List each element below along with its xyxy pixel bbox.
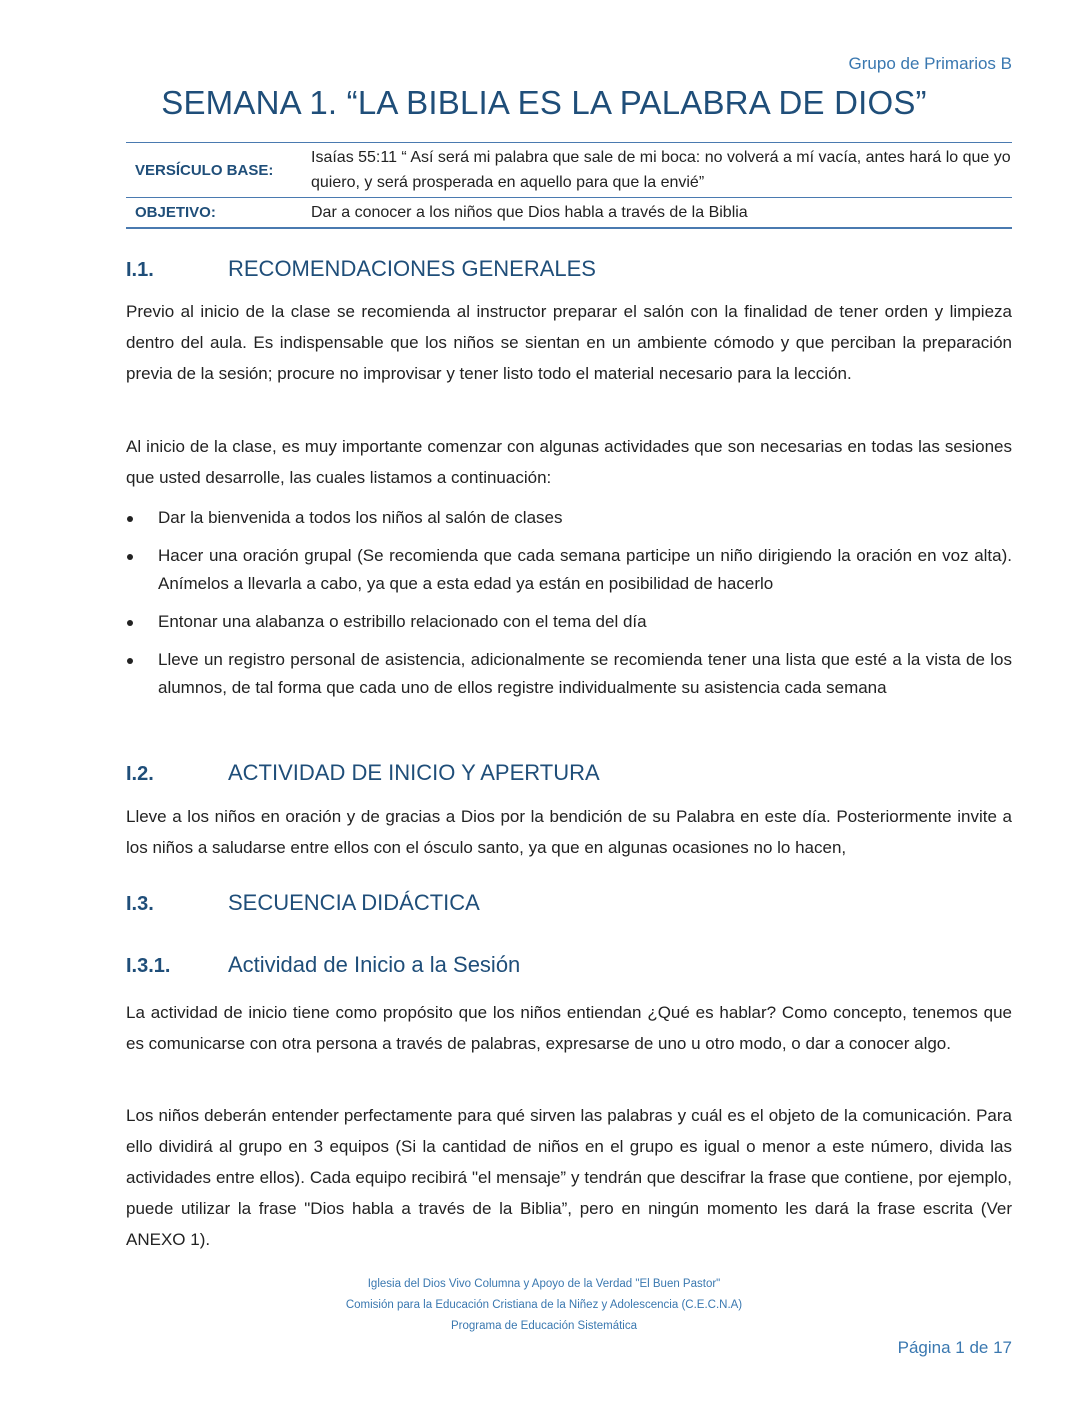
objective-label: OBJETIVO: — [135, 204, 216, 221]
list-item-text: Dar la bienvenida a todos los niños al salón de clases — [158, 508, 563, 527]
list-item-text: Entonar una alabanza o estribillo relacionado con el tema del día — [158, 612, 647, 631]
list-item — [126, 504, 1012, 532]
section-number: I.3.1. — [126, 955, 171, 977]
bullet-list — [126, 504, 1012, 712]
verse-label: VERSÍCULO BASE: — [135, 161, 274, 179]
list-item-text: Hacer una oración grupal (Se recomienda que cada semana participe un niño dirigiendo la oración en voz alta). Anímelos a llevarla a cabo, ya que a esta edad ya están en posibilidad de hacerlo — [158, 546, 1012, 593]
bullet-icon — [127, 620, 133, 626]
section-title: RECOMENDACIONES GENERALES — [228, 256, 596, 281]
page-number: Página 1 de 17 — [897, 1338, 1012, 1357]
list-item — [126, 608, 1012, 636]
list-item — [126, 542, 1012, 598]
objective-row — [126, 197, 1012, 227]
footer — [0, 1274, 1088, 1337]
footer-line: Iglesia del Dios Vivo Columna y Apoyo de la Verdad "El Buen Pastor" — [367, 1278, 721, 1290]
bullet-icon — [127, 554, 133, 560]
section-number: I.3. — [126, 893, 154, 915]
group-label: Grupo de Primarios B — [848, 54, 1012, 73]
info-table — [126, 142, 1012, 229]
footer-line: Comisión para la Educación Cristiana de la Niñez y Adolescencia (C.E.C.N.A) — [345, 1299, 743, 1311]
page-title: SEMANA 1. “LA BIBLIA ES LA PALABRA DE DIOS” — [161, 84, 927, 121]
section-title: ACTIVIDAD DE INICIO Y APERTURA — [228, 760, 600, 785]
paragraph: Previo al inicio de la clase se recomienda al instructor preparar el salón con la finalidad de tener orden y limpieza dentro del aula. Es indispensable que los niños se sientan en un ambiente cómodo y que perciban la preparación previa de la sesión; procure no improvisar y tener listo todo el material necesario para la lección. — [126, 302, 1012, 383]
list-item-text: Lleve un registro personal de asistencia, adicionalmente se recomienda tener una lista que esté a la vista de los alumnos, de tal forma que cada uno de ellos registre individualmente su asistencia cada semana — [158, 650, 1012, 697]
list-item — [126, 646, 1012, 702]
paragraph: Lleve a los niños en oración y de gracias a Dios por la bendición de su Palabra en este día. Posteriormente invite a los niños a saludarse entre ellos con el ósculo santo, ya que en algunas ocasiones no lo hacen, — [126, 807, 1012, 857]
section-title: Actividad de Inicio a la Sesión — [228, 952, 521, 977]
verse-row — [126, 143, 1012, 197]
section-number: I.1. — [126, 259, 154, 281]
section-heading-2 — [126, 760, 600, 786]
verse-text: Isaías 55:11 “ Así será mi palabra que sale de mi boca: no volverá a mí vacía, antes hará lo que yo quiero, y será prosperada en aquello para que la envié” — [311, 149, 1011, 191]
section-title: SECUENCIA DIDÁCTICA — [228, 890, 480, 915]
bullet-icon — [127, 516, 133, 522]
paragraph: Los niños deberán entender perfectamente para qué sirven las palabras y cuál es el objeto de la comunicación. Para ello dividirá al grupo en 3 equipos (Si la cantidad de niños en el grupo es igual o menor a este número, divida las actividades entre ellos). Cada equipo recibirá "el mensaje” y tendrán que descifrar la frase que contiene, por ejemplo, puede utilizar la frase "Dios habla a través de la Biblia”, pero en ningún momento les dará la frase escrita (Ver ANEXO 1). — [126, 1106, 1012, 1249]
section-heading-3 — [126, 890, 480, 916]
paragraph: Al inicio de la clase, es muy importante comenzar con algunas actividades que son necesarias en todas las sesiones que usted desarrolle, las cuales listamos a continuación: — [126, 437, 1012, 487]
subsection-heading — [126, 952, 520, 978]
paragraph: La actividad de inicio tiene como propósito que los niños entiendan ¿Qué es hablar? Como concepto, tenemos que es comunicarse con otra persona a través de palabras, expresarse de uno u otro modo, o dar a conocer algo. — [126, 1003, 1012, 1053]
section-heading-1 — [126, 256, 596, 282]
objective-text: Dar a conocer a los niños que Dios habla a través de la Biblia — [311, 204, 748, 221]
footer-line: Programa de Educación Sistemática — [450, 1320, 637, 1332]
bullet-icon — [127, 658, 133, 664]
section-number: I.2. — [126, 763, 154, 785]
